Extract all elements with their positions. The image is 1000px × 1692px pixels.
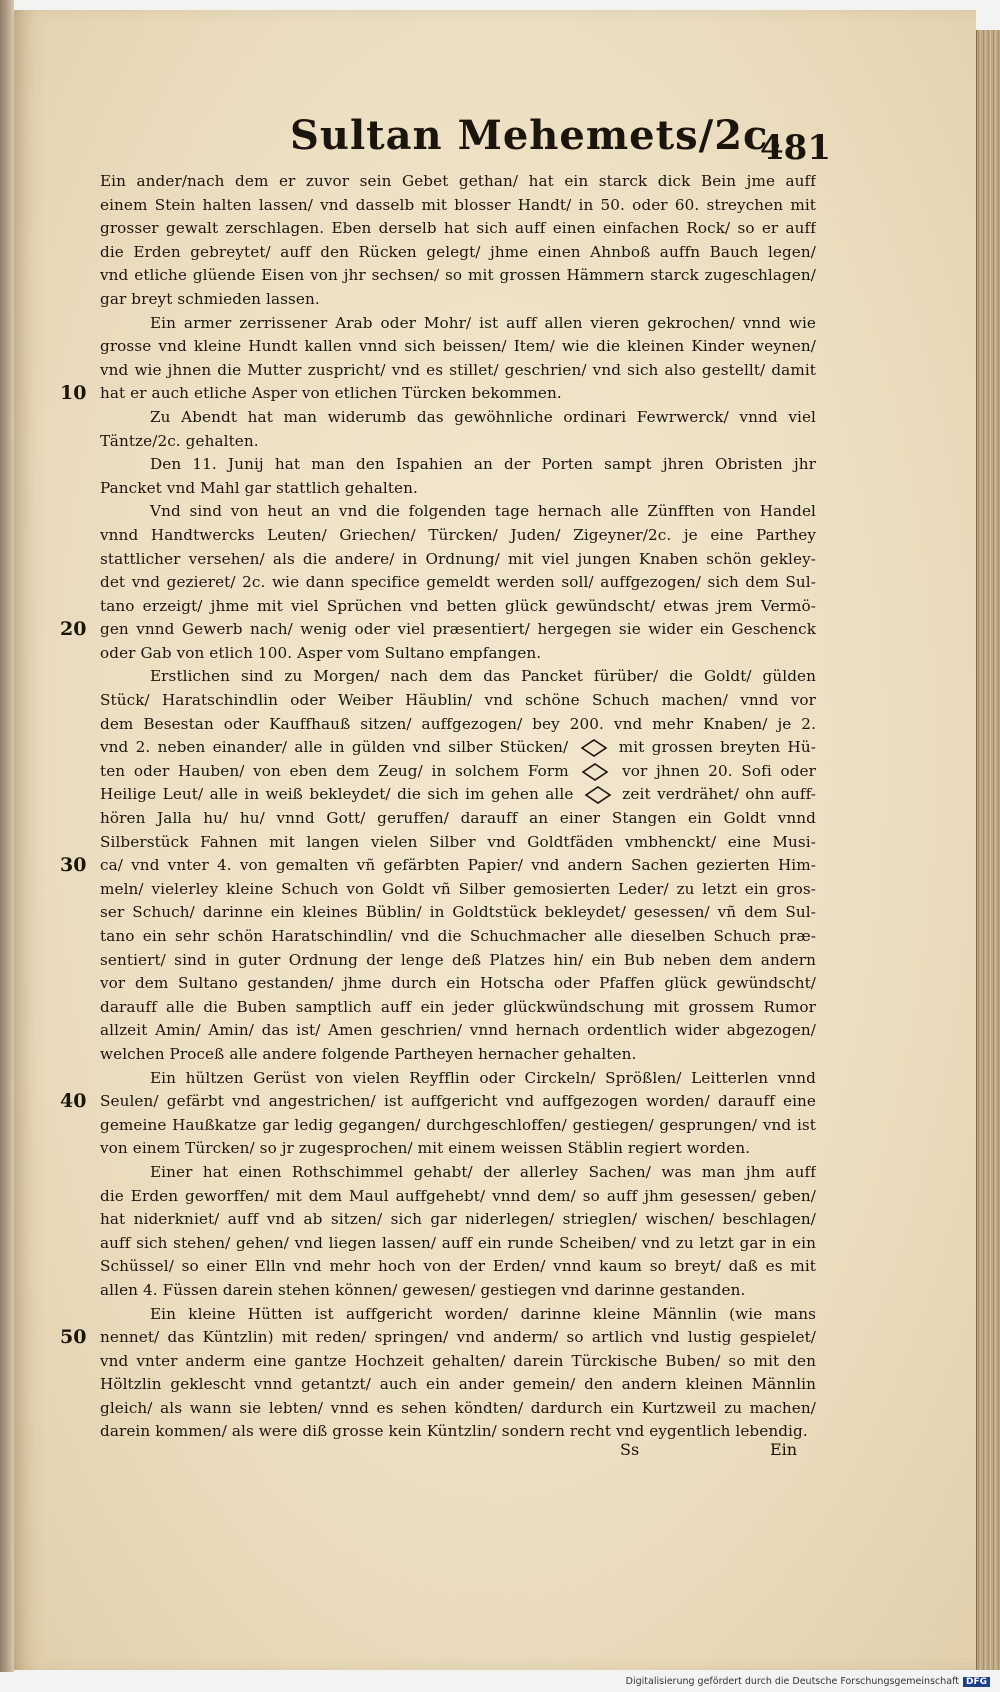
text-line: sentiert/ sind in guter Ordnung der lenge deß Platzes hin/ ein Bub neben dem andern xyxy=(100,950,816,969)
text-line: det vnd gezieret/ 2c. wie dann specifice gemeldt werden soll/ auffgezogen/ sich dem Sul- xyxy=(100,573,816,592)
text-line: oder Gab von etlich 100. Asper vom Sultano empfangen. xyxy=(100,643,542,662)
text-line: die Erden geworffen/ mit dem Maul auffgehebt/ vnnd dem/ so auff jhm gesessen/ geben/ xyxy=(100,1186,816,1205)
text-line: vnd vnter anderm eine gantze Hochzeit gehalten/ darein Türckische Buben/ so mit den xyxy=(100,1351,816,1370)
text-line: Einer hat einen Rothschimmel gehabt/ der allerley Sachen/ was man jhm auff xyxy=(150,1162,816,1181)
text-line: vnd etliche glüende Eisen von jhr sechsen/ so mit grossen Hämmern starck zugeschlagen/ xyxy=(100,266,816,285)
text-line: nennet/ das Küntzlin) mit reden/ springen/ vnd anderm/ so artlich vnd lustig gespielet/ xyxy=(100,1328,816,1347)
catchword: Ein xyxy=(770,1440,798,1459)
running-head: Sultan Mehemets/2c. xyxy=(290,112,784,159)
lozenge-figure-icon xyxy=(576,739,612,757)
text-line: Stück/ Haratschindlin oder Weiber Häublin/ vnd schöne Schuch machen/ vnnd vor xyxy=(100,691,816,710)
digitization-credit xyxy=(626,1676,990,1687)
text-line: vnd 2. neben einander/ alle in gülden vnd silber Stücken/ mit grossen breyten Hü- xyxy=(100,738,816,757)
margin-line-number: 10 xyxy=(60,382,87,405)
text-line: Schüssel/ so einer Elln vnd mehr hoch von der Erden/ vnnd kaum so breyt/ daß es mit xyxy=(100,1257,816,1276)
text-line: Täntze/2c. gehalten. xyxy=(100,431,259,450)
text-line: Ein armer zerrissener Arab oder Mohr/ ist auff allen vieren gekrochen/ vnnd wie xyxy=(150,313,816,332)
text-line: auff sich stehen/ gehen/ vnd liegen lassen/ auff ein runde Scheiben/ vnd zu letzt gar in ein xyxy=(100,1233,816,1252)
dfg-logo: DFG xyxy=(963,1677,990,1687)
margin-line-number: 20 xyxy=(60,618,87,641)
text-line: allzeit Amin/ Amin/ das ist/ Amen geschrien/ vnnd hernach ordentlich wider abgezogen/ xyxy=(100,1021,816,1040)
text-line: tano erzeigt/ jhme mit viel Sprüchen vnd betten glück gewündscht/ etwas jrem Vermö- xyxy=(100,596,816,615)
page-number: 481 xyxy=(760,128,831,168)
text-line: Ein ander/nach dem er zuvor sein Gebet gethan/ hat ein starck dick Bein jme auff xyxy=(100,172,816,190)
text-line: ten oder Hauben/ von eben dem Zeug/ in solchem Form vor jhnen 20. Sofi oder xyxy=(100,761,816,780)
text-line: hat er auch etliche Asper von etlichen Türcken bekommen. xyxy=(100,384,562,403)
text-line: von einem Türcken/ so jr zugesprochen/ mit einem weissen Stäblin regiert worden. xyxy=(100,1139,751,1158)
text-line: Vnd sind von heut an vnd die folgenden tage hernach alle Zünfften von Handel xyxy=(150,502,816,521)
lozenge-figure-icon xyxy=(580,786,616,804)
book-cover-edge xyxy=(0,0,14,1672)
text-line: Seulen/ gefärbt vnd angestrichen/ ist auffgericht vnd auffgezogen worden/ darauff eine xyxy=(100,1092,816,1111)
margin-line-number: 30 xyxy=(60,854,87,877)
text-line: gemeine Haußkatze gar ledig gegangen/ durchgeschloffen/ gestiegen/ gesprungen/ vnd ist xyxy=(100,1115,816,1134)
text-line: Erstlichen sind zu Morgen/ nach dem das Pancket fürüber/ die Goldt/ gülden xyxy=(150,667,816,686)
body-text xyxy=(100,170,816,1444)
text-line: dem Besestan oder Kauffhauß sitzen/ auffgezogen/ bey 200. vnd mehr Knaben/ je 2. xyxy=(100,714,816,733)
text-line: allen 4. Füssen darein stehen können/ gewesen/ gestiegen vnd darinne gestanden. xyxy=(100,1280,746,1299)
text-line: Den 11. Junij hat man den Ispahien an der Porten sampt jhren Obristen jhr xyxy=(150,455,816,474)
text-line: Pancket vnd Mahl gar stattlich gehalten. xyxy=(100,478,418,497)
text-line: einem Stein halten lassen/ vnd dasselb mit blosser Handt/ in 50. oder 60. streychen mit xyxy=(100,195,816,214)
signature-mark: Ss xyxy=(620,1440,640,1459)
text-line: ca/ vnd vnter 4. von gemalten vñ gefärbten Papier/ vnd andern Sachen gezierten Him- xyxy=(100,856,816,875)
text-line: gleich/ als wann sie lebten/ vnnd es sehen köndten/ dardurch ein Kurtzweil zu machen/ xyxy=(100,1398,816,1417)
text-line: vnnd Handtwercks Leuten/ Griechen/ Türcken/ Juden/ Zigeyner/2c. je eine Parthey xyxy=(100,525,816,544)
text-line: darein kommen/ als were diß grosse kein Küntzlin/ sondern recht vnd eygentlich lebendig. xyxy=(100,1422,808,1441)
text-line: vor dem Sultano gestanden/ jhme durch ein Hotscha oder Pfaffen glück gewündscht/ xyxy=(100,974,816,993)
digitization-note: Digitalisierung gefördert durch die Deutsche Forschungsgemeinschaft xyxy=(625,1676,959,1687)
text-line: Ein kleine Hütten ist auffgericht worden/ darinne kleine Männlin (wie mans xyxy=(150,1304,816,1323)
text-line: gar breyt schmieden lassen. xyxy=(100,289,320,308)
text-line: hören Jalla hu/ hu/ vnnd Gott/ geruffen/ darauff an einer Stangen ein Goldt vnnd xyxy=(100,809,816,828)
text-line: stattlicher versehen/ als die andere/ in Ordnung/ mit viel jungen Knaben schön gekley- xyxy=(100,549,816,568)
text-line: Zu Abendt hat man widerumb das gewöhnliche ordinari Fewrwerck/ vnnd viel xyxy=(150,407,816,426)
text-line: tano ein sehr schön Haratschindlin/ vnd die Schuchmacher alle dieselben Schuch præ- xyxy=(100,927,816,945)
text-line: vnd wie jhnen die Mutter zuspricht/ vnd es stillet/ geschrien/ vnd sich also gestellt/ damit xyxy=(100,360,816,379)
lozenge-figure-icon xyxy=(577,763,613,781)
page-block-edge xyxy=(976,30,1000,1670)
text-line: die Erden gebreytet/ auff den Rücken gelegt/ jhme einen Ahnboß auffn Bauch legen/ xyxy=(100,242,816,261)
text-line: darauff alle die Buben samptlich auff ein jeder glückwündschung mit grossem Rumor xyxy=(100,997,816,1016)
text-line: Silberstück Fahnen mit langen vielen Silber vnd Goldtfäden vmbhenckt/ eine Musi- xyxy=(100,832,816,851)
text-line: hat niderkniet/ auff vnd ab sitzen/ sich gar niderlegen/ strieglen/ wischen/ beschlagen/ xyxy=(100,1210,816,1229)
text-line: gen vnnd Gewerb nach/ wenig oder viel præsentiert/ hergegen sie wider ein Geschenck xyxy=(100,620,816,639)
text-line: ser Schuch/ darinne ein kleines Büblin/ in Goldtstück bekleydet/ gesessen/ vñ dem Sul- xyxy=(100,903,816,922)
text-line: Ein hültzen Gerüst von vielen Reyfflin oder Circkeln/ Sprößlen/ Leitterlen vnnd xyxy=(150,1068,816,1087)
text-line: meln/ vielerley kleine Schuch von Goldt vñ Silber gemosierten Leder/ zu letzt ein gros- xyxy=(100,879,816,898)
text-line: grosser gewalt zerschlagen. Eben derselb hat sich auff einen einfachen Rock/ so er auff xyxy=(100,219,816,238)
text-line: Heilige Leut/ alle in weiß bekleydet/ die sich im gehen alle zeit verdrähet/ ohn auff- xyxy=(100,785,816,804)
margin-line-number: 40 xyxy=(60,1090,87,1113)
text-line: grosse vnd kleine Hundt kallen vnnd sich beissen/ Item/ wie die kleinen Kinder weynen/ xyxy=(100,337,816,356)
text-line: welchen Proceß alle andere folgende Partheyen hernacher gehalten. xyxy=(100,1044,637,1063)
margin-line-number: 50 xyxy=(60,1326,87,1349)
text-line: Höltzlin geklescht vnnd getantzt/ auch ein ander gemein/ den andern kleinen Männlin xyxy=(100,1375,816,1394)
